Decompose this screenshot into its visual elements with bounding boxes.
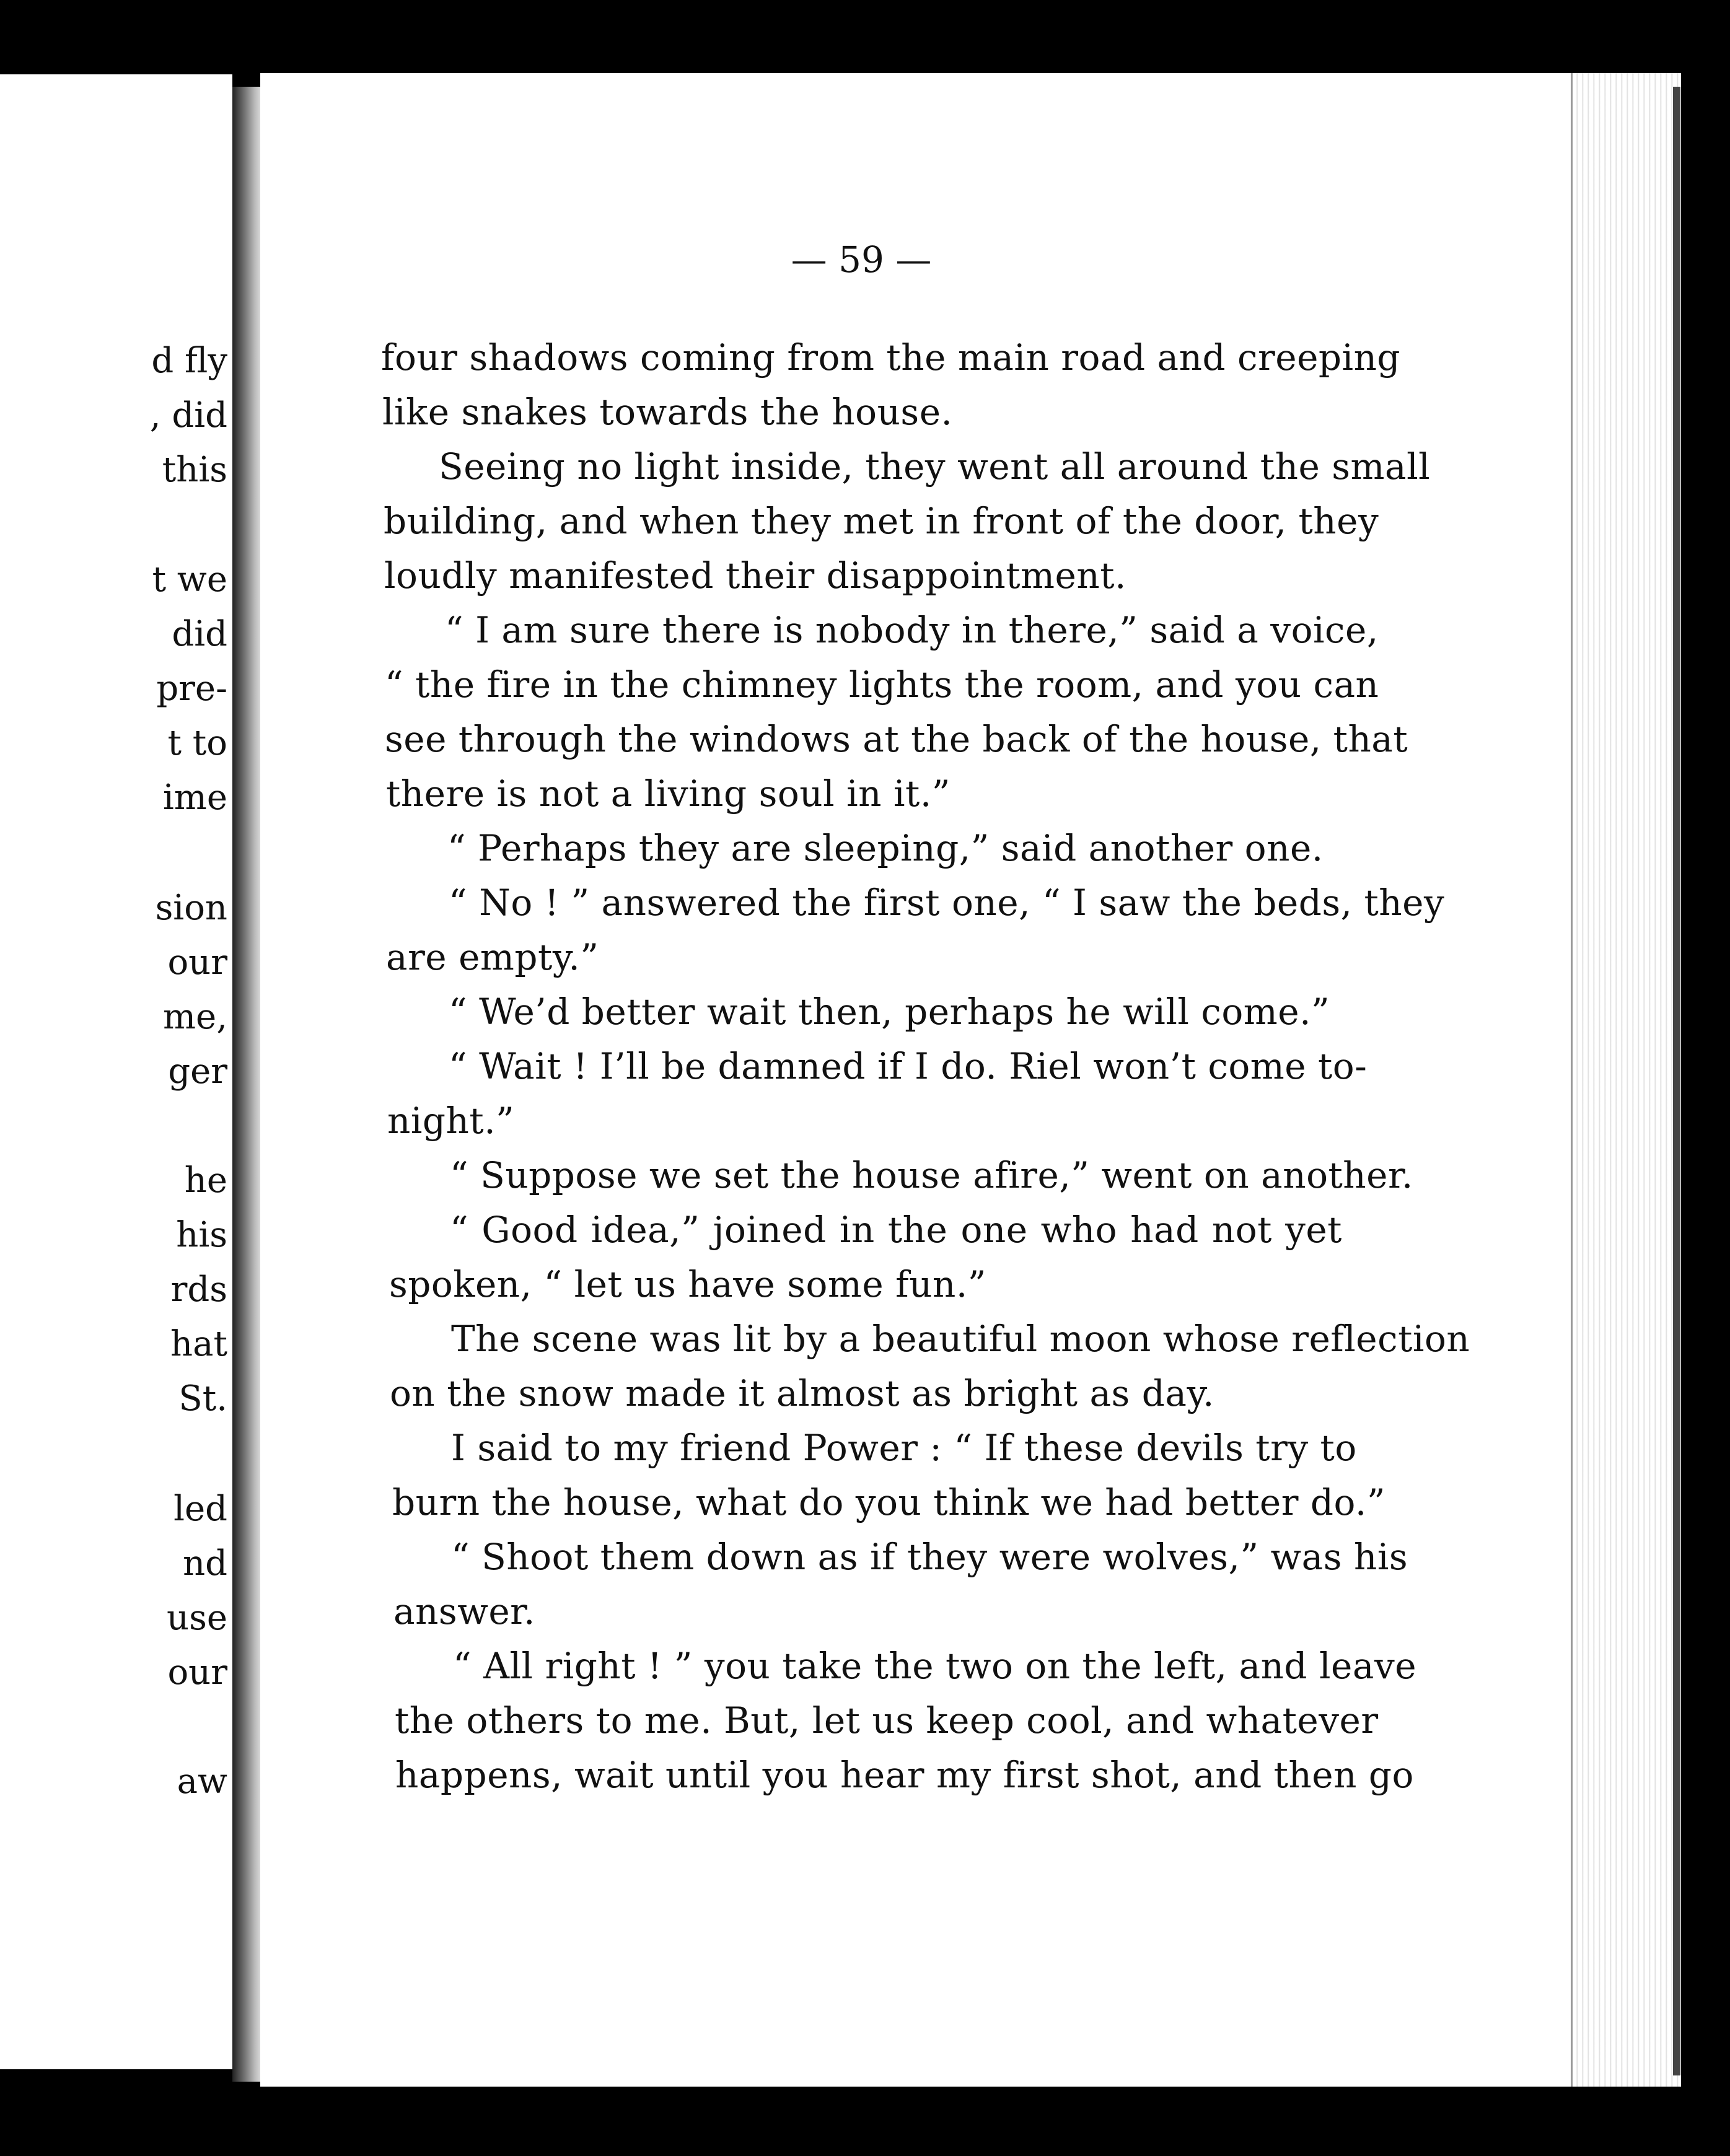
left-page-fragment: our: [167, 1652, 227, 1693]
text-line: Seeing no light inside, they went all around the small: [439, 445, 1431, 488]
left-page-fragment: t to: [167, 723, 227, 763]
left-page-fragment: , did: [149, 395, 227, 436]
text-line: see through the windows at the back of the house, that: [385, 718, 1408, 760]
page-number: — 59 —: [791, 239, 932, 281]
left-page-fragment: ime: [162, 778, 227, 818]
text-line: like snakes towards the house.: [382, 391, 953, 433]
text-line: on the snow made it almost as bright as day.: [390, 1372, 1214, 1414]
left-page-fragment: did: [172, 614, 227, 654]
text-line: burn the house, what do you think we had better do.”: [392, 1481, 1386, 1523]
left-page-fragment: hat: [170, 1324, 227, 1364]
text-line: “ I am sure there is nobody in there,” said a voice,: [445, 609, 1379, 651]
left-page-fragment: led: [173, 1489, 227, 1529]
text-line: building, and when they met in front of the door, they: [384, 500, 1379, 542]
previous-page-edge: [0, 74, 232, 2069]
text-line: happens, wait until you hear my first shot, and then go: [395, 1754, 1414, 1796]
left-page-fragment: his: [176, 1215, 227, 1255]
text-line: loudly manifested their disappointment.: [384, 554, 1126, 597]
page-stack-shadow: [1673, 87, 1680, 2075]
left-page-fragment: pre-: [156, 668, 227, 709]
text-line: “ All right ! ” you take the two on the left, and leave: [453, 1645, 1417, 1687]
text-line: four shadows coming from the main road and creeping: [381, 336, 1401, 379]
text-line: “ We’d better wait then, perhaps he will come.”: [449, 991, 1330, 1033]
text-line: The scene was lit by a beautiful moon whose reflection: [451, 1318, 1470, 1360]
text-line: “ Suppose we set the house afire,” went on another.: [450, 1154, 1413, 1196]
left-page-fragment: aw: [177, 1761, 227, 1802]
left-page-fragment: ger: [168, 1051, 227, 1092]
text-line: spoken, “ let us have some fun.”: [389, 1263, 986, 1305]
left-page-fragment: d fly: [151, 341, 227, 381]
text-line: “ Shoot them down as if they were wolves,” was his: [451, 1536, 1408, 1578]
text-line: “ the fire in the chimney lights the room, and you can: [385, 664, 1379, 706]
left-page-fragment: our: [167, 942, 227, 983]
text-line: answer.: [393, 1590, 535, 1632]
left-page-fragment: nd: [183, 1543, 227, 1584]
text-line: the others to me. But, let us keep cool, and whatever: [395, 1699, 1379, 1742]
left-page-fragment: me,: [162, 997, 227, 1037]
text-line: night.”: [387, 1100, 515, 1142]
text-line: are empty.”: [386, 936, 599, 978]
text-line: I said to my friend Power : “ If these devils try to: [451, 1427, 1357, 1469]
left-page-fragment: rds: [170, 1269, 227, 1310]
page-stack-edge: [1571, 73, 1681, 2087]
left-page-fragment: sion: [155, 888, 227, 928]
text-line: “ Perhaps they are sleeping,” said another one.: [447, 827, 1324, 869]
text-line: there is not a living soul in it.”: [386, 773, 951, 815]
left-page-fragment: St.: [178, 1378, 227, 1419]
left-page-fragment: he: [184, 1160, 227, 1201]
text-line: “ Good idea,” joined in the one who had not yet: [450, 1209, 1342, 1251]
text-line: “ No ! ” answered the first one, “ I saw the beds, they: [449, 882, 1445, 924]
left-page-fragment: this: [162, 450, 227, 490]
text-line: “ Wait ! I’ll be damned if I do. Riel won’t come to-: [449, 1045, 1368, 1087]
left-page-fragment: use: [167, 1598, 227, 1638]
left-page-fragment: t we: [152, 559, 227, 600]
